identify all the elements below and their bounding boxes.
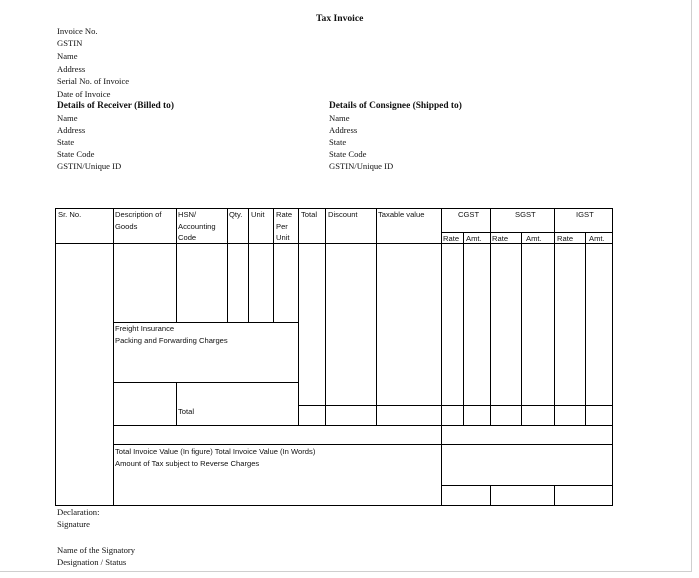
qty-divider [248, 208, 249, 323]
cgst-rate-label: Rate [443, 234, 460, 243]
sgst-amt-label: Amt. [526, 234, 542, 243]
col-description: Description of Goods [115, 210, 162, 231]
receiver-name-label: Name [57, 113, 78, 123]
cgst-amt-label: Amt. [466, 234, 482, 243]
hsn-divider [227, 208, 228, 323]
invoice-value-top-line [113, 444, 613, 445]
consignee-name-label: Name [329, 113, 350, 123]
col-qty: Qty. [229, 210, 243, 219]
description-divider [176, 208, 177, 323]
tax-summary-line [441, 485, 613, 486]
unit-divider [273, 208, 274, 323]
designation-label: Designation / Status [57, 557, 127, 567]
total-divider [325, 208, 326, 426]
col-unit: Unit [251, 210, 265, 219]
sgst-rate-label: Rate [492, 234, 509, 243]
cgst-rate-divider [463, 232, 464, 426]
consignee-state-label: State [329, 137, 347, 147]
discount-divider [376, 208, 377, 426]
consignee-address-label: Address [329, 125, 358, 135]
signature-label: Signature [57, 519, 90, 529]
reverse-charges-label: Amount of Tax subject to Reverse Charges [115, 459, 260, 468]
serial-no-label: Serial No. of Invoice [57, 76, 130, 86]
rate-divider [298, 208, 299, 426]
description-divider-lower [176, 382, 177, 426]
page-title: Tax Invoice [316, 13, 364, 24]
sr-no-divider [113, 208, 114, 506]
consignee-gstin-label: GSTIN/Unique ID [329, 161, 394, 171]
sgst-divider [554, 208, 555, 426]
receiver-gstin-label: GSTIN/Unique ID [57, 161, 122, 171]
cgst-divider [490, 208, 491, 426]
receiver-heading: Details of Receiver (Billed to) [57, 101, 174, 111]
col-igst: IGST [576, 210, 594, 219]
total-row-label: Total [178, 407, 195, 416]
receiver-state-code-label: State Code [57, 149, 95, 159]
table-left-border [55, 208, 56, 506]
consignee-heading: Details of Consignee (Shipped to) [329, 101, 462, 111]
declaration-label: Declaration: [57, 507, 100, 517]
col-hsn: HSN/ Accounting Code [178, 210, 216, 242]
gstin-label: GSTIN [57, 38, 83, 48]
sgst-divider-lower [554, 485, 555, 506]
col-sr-no: Sr. No. [58, 210, 82, 219]
igst-rate-divider [585, 232, 586, 426]
col-cgst: CGST [458, 210, 480, 219]
freight-insurance-label: Freight Insurance [115, 324, 175, 333]
col-total: Total [301, 210, 318, 219]
packing-forwarding-label: Packing and Forwarding Charges [115, 336, 228, 345]
receiver-state-label: State [57, 137, 75, 147]
taxable-divider [441, 208, 442, 506]
total-row-bottom-line [113, 425, 613, 426]
col-sgst: SGST [515, 210, 536, 219]
consignee-state-code-label: State Code [329, 149, 367, 159]
total-row-top-line [298, 405, 613, 406]
invoice-no-label: Invoice No. [57, 26, 98, 36]
sgst-rate-divider [521, 232, 522, 426]
date-label: Date of Invoice [57, 89, 111, 99]
table-bottom-border [55, 505, 613, 506]
address-label: Address [57, 64, 86, 74]
name-label: Name [57, 51, 78, 61]
col-rate-per-unit: Rate Per Unit [276, 210, 293, 242]
col-discount: Discount [328, 210, 358, 219]
table-right-border [612, 208, 613, 506]
receiver-address-label: Address [57, 125, 86, 135]
invoice-value-label: Total Invoice Value (In figure) Total Invoice Value (In Words) [115, 447, 316, 456]
charges-bottom-line [113, 382, 299, 383]
igst-rate-label: Rate [557, 234, 574, 243]
igst-amt-label: Amt. [589, 234, 605, 243]
col-taxable-value: Taxable value [378, 210, 425, 219]
cgst-divider-lower [490, 485, 491, 506]
signatory-name-label: Name of the Signatory [57, 545, 136, 555]
